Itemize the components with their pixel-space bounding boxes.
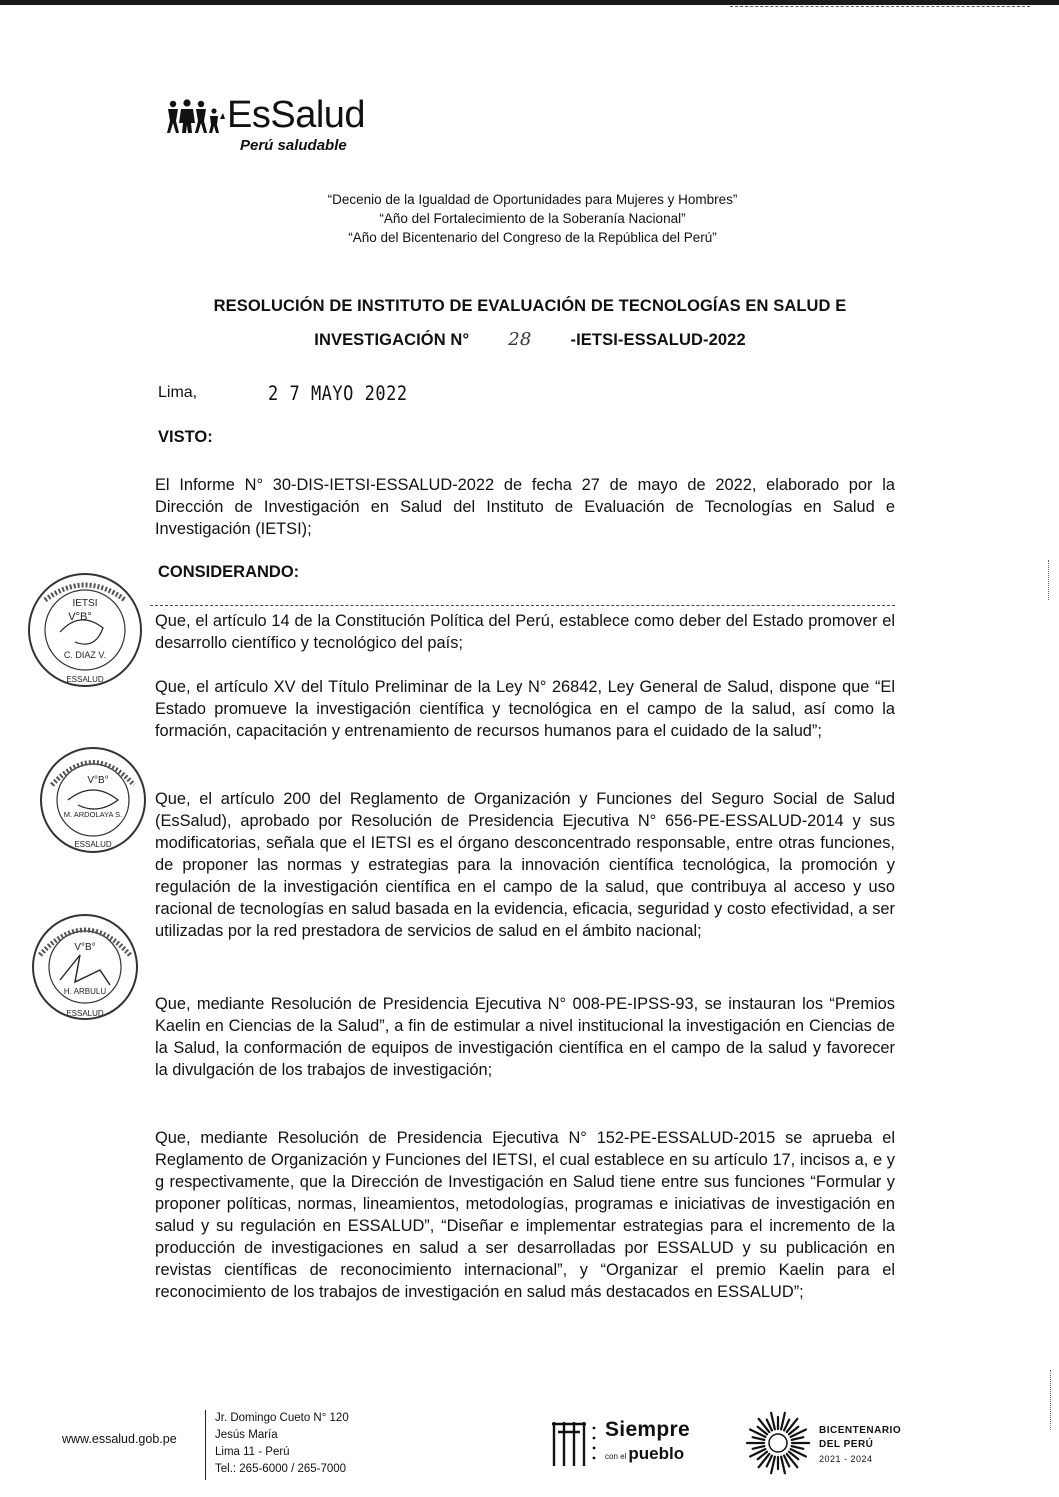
logo-tagline: Perú saludable bbox=[240, 137, 347, 154]
visto-paragraph: El Informe N° 30-DIS-IETSI-ESSALUD-2022 de fecha 27 de mayo de 2022, elaborado por la Dirección de Investigación en Salud del Instituto de Evaluación de Tecnologías en Salud e Investigación (IETSI); bbox=[155, 476, 895, 538]
sun-ray bbox=[781, 1457, 785, 1474]
essalud-logo bbox=[165, 95, 395, 165]
stamp-bottom-text: ESSALUD bbox=[66, 1009, 104, 1018]
anio-line: “Año del Fortalecimiento de la Soberanía Nacional” bbox=[379, 211, 686, 226]
title-prefix: INVESTIGACIÓN N° bbox=[314, 331, 470, 349]
stamp-bottom-text: ESSALUD bbox=[66, 675, 104, 684]
decenio-block bbox=[200, 190, 865, 247]
place-label: Lima, bbox=[158, 384, 198, 401]
siempre-small: con el bbox=[605, 1452, 627, 1461]
siempre-subline bbox=[605, 1444, 684, 1464]
considerando-paragraph-5: Que, mediante Resolución de Presidencia Ejecutiva N° 152-PE-ESSALUD-2015 se aprueba el Reglamento de Organización y Funciones del IETSI, el cual establece en su artículo 17, incisos a, e y g respectivamente, que la Dirección de Investigación en Salud tiene entre sus funciones “Formular y proponer políticas, normas, lineamientos, metodologías, programas e iniciativas de investigación en salud y su regulación en ESSALUD”, “Diseñar e implementar estrategias para el incremento de la producción de investigaciones en salud a ser desarrolladas por ESSALUD y su publicación en revistas científicas de reconocimiento internacional”, y “Organizar el premio Kaelin para el reconocimiento de los trabajos de investigación en salud más destacados en ESSALUD”; bbox=[155, 1129, 895, 1301]
resolution-title bbox=[140, 290, 920, 357]
stamp-top-text: IETSI bbox=[72, 598, 98, 609]
considerando-paragraph-2: Que, el artículo XV del Título Preliminar de la Ley N° 26842, Ley General de Salud, dispone que “El Estado promueve la investigación científica y tecnológica en el campo de la salud, así como la formación, capacitación y entrenamiento de recursos humanos para el cuidado de la salud”; bbox=[155, 678, 895, 740]
stamp-name: C. DIAZ V. bbox=[63, 650, 107, 660]
sun-ray bbox=[781, 1413, 785, 1430]
title-line-1: RESOLUCIÓN DE INSTITUTO DE EVALUACIÓN DE TECNOLOGÍAS EN SALUD E bbox=[213, 297, 847, 315]
stamp-vb: V°B° bbox=[87, 775, 109, 786]
title-suffix: -IETSI-ESSALUD-2022 bbox=[570, 331, 746, 349]
stamp-vb: V°B° bbox=[74, 942, 96, 953]
footer-url[interactable]: www.essalud.gob.pe bbox=[62, 1432, 177, 1446]
address-line: Tel.: 265-6000 / 265-7000 bbox=[215, 1463, 347, 1475]
scan-edge-mark bbox=[1050, 1370, 1053, 1430]
stamp-bottom-text: ESSALUD bbox=[74, 840, 112, 849]
bicentenario-logo bbox=[745, 1410, 925, 1480]
bicentenario-text bbox=[819, 1424, 901, 1466]
scan-dashed-line bbox=[730, 6, 1030, 8]
footer-address bbox=[215, 1410, 349, 1478]
logo-wordmark: EsSalud bbox=[227, 94, 366, 136]
considerando-paragraph-3: Que, el artículo 200 del Reglamento de Organización y Funciones del Seguro Social de Salud (EsSalud), aprobado por Resolución de Presidencia Ejecutiva N° 656-PE-ESSALUD-2014 y sus modificatorias, señala que el IETSI es el órgano desconcentrado responsable, entre otras funciones, de proponer las normas y estrategias para la innovación científica tecnológica, la promoción y regulación de la investigación científica en el campo de la salud, que contribuya al acceso y uso racional de tecnologías en salud basada en la evidencia, eficacia, seguridad y costo efectividad, a ser utilizadas por la red prestadora de servicios de salud en el ámbito nacional; bbox=[155, 790, 895, 940]
sun-ray bbox=[753, 1446, 765, 1449]
siempre-word: Siempre bbox=[605, 1418, 690, 1441]
bicentenario-emblem-icon bbox=[745, 1410, 811, 1476]
siempre-con-el-pueblo-logo bbox=[550, 1418, 710, 1468]
stamp-name: H. ARBULU bbox=[63, 987, 107, 996]
footer-divider bbox=[205, 1410, 206, 1480]
approval-stamp-asesoria bbox=[30, 910, 140, 1025]
sun-ray bbox=[792, 1437, 804, 1440]
sun-ray bbox=[792, 1446, 804, 1449]
sun-ray bbox=[771, 1413, 775, 1430]
address-line: Lima 11 - Perú bbox=[215, 1446, 290, 1458]
bicent-years: 2021 - 2024 bbox=[819, 1454, 873, 1464]
considerando-paragraph-4: Que, mediante Resolución de Presidencia Ejecutiva N° 008-PE-IPSS-93, se instauran los “Premios Kaelin en Ciencias de la Salud”, a fin de estimular a nivel institucional la investigación en Ciencias de la Salud, la conformación de equipos de investigación científica en el campo de la salud y favorecer la divulgación de los trabajos de investigación; bbox=[155, 995, 895, 1079]
address-line: Jr. Domingo Cueto N° 120 bbox=[215, 1412, 349, 1424]
sun-ray bbox=[753, 1437, 765, 1440]
stamp-vb: V°B° bbox=[68, 611, 92, 623]
considerando-paragraph-1: Que, el artículo 14 de la Constitución Política del Perú, establece como deber del Estado promover el desarrollo científico y tecnológico del país; bbox=[155, 612, 895, 652]
considerando-heading: CONSIDERANDO: bbox=[158, 563, 300, 581]
bicent-line: BICENTENARIO bbox=[819, 1425, 902, 1436]
address-line: Jesús María bbox=[215, 1429, 278, 1441]
stamp-name: M. ARDOLAYA S. bbox=[63, 810, 123, 819]
siempre-pueblo: pueblo bbox=[628, 1444, 685, 1463]
approval-stamp-direccion bbox=[38, 745, 148, 855]
scan-dashed-rule bbox=[150, 605, 895, 606]
title-line-2 bbox=[140, 323, 920, 357]
visto-heading: VISTO: bbox=[158, 428, 213, 446]
sun-ray bbox=[771, 1457, 775, 1474]
scan-edge-mark bbox=[1048, 560, 1051, 600]
scan-top-border bbox=[0, 0, 1059, 5]
approval-stamp-ietsi bbox=[25, 570, 145, 690]
siempre-emblem-icon bbox=[550, 1418, 600, 1470]
people-icon bbox=[165, 99, 227, 135]
resolution-number: 28 bbox=[508, 329, 532, 350]
decenio-line: “Decenio de la Igualdad de Oportunidades para Mujeres y Hombres” bbox=[327, 192, 738, 207]
bicent-line: DEL PERÚ bbox=[819, 1439, 874, 1450]
date-stamp: 2 7 MAYO 2022 bbox=[268, 382, 408, 406]
bicentenario-line: “Año del Bicentenario del Congreso de la República del Perú” bbox=[348, 230, 717, 245]
